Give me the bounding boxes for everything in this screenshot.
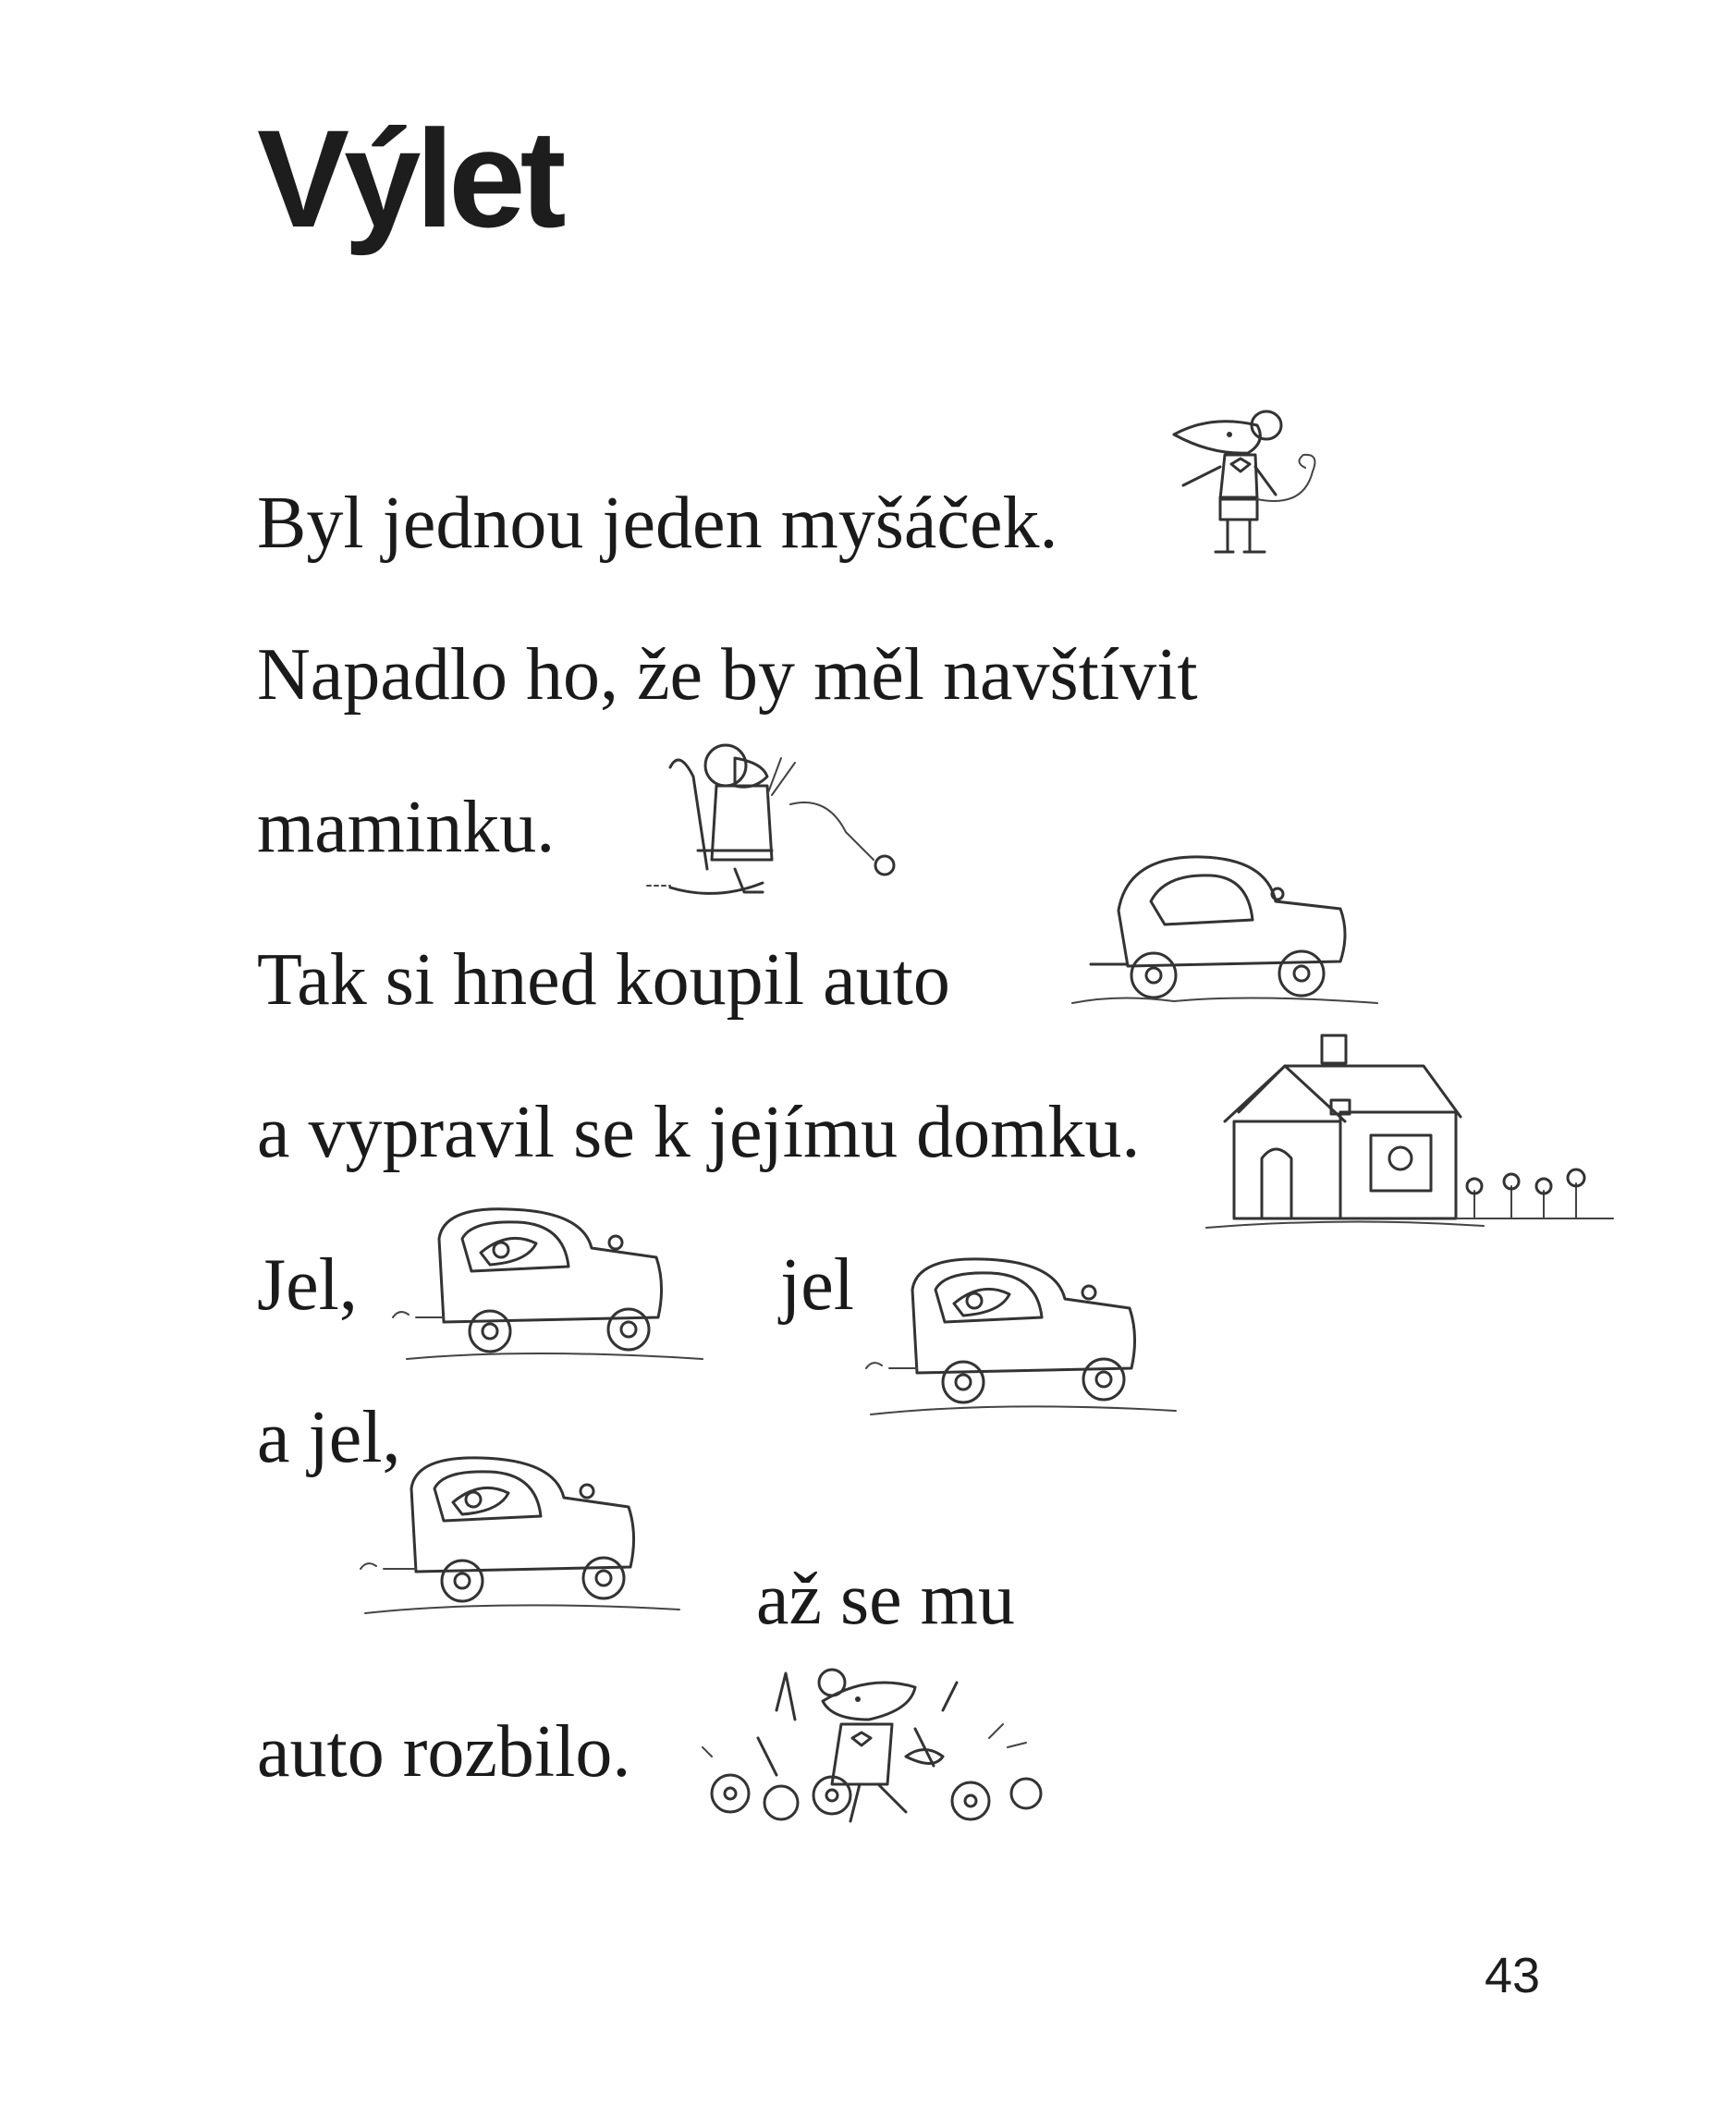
mother-mouse-rocking-chair-icon xyxy=(642,740,911,906)
mouse-driving-car-icon xyxy=(356,1447,689,1622)
text-line: až se mu xyxy=(756,1559,1015,1640)
text-line: Jel, xyxy=(257,1244,358,1326)
text-line: maminku. xyxy=(257,787,556,868)
text-line: a jel, xyxy=(257,1397,401,1478)
text-line: Napadlo ho, že by měl navštívit xyxy=(257,634,1198,716)
house-with-flowers-icon xyxy=(1206,1034,1618,1239)
crashed-car-mouse-icon xyxy=(693,1655,1072,1840)
text-line: Tak si hned koupil auto xyxy=(257,939,950,1021)
mouse-standing-icon xyxy=(1155,398,1340,573)
text-line: a vypravil se k jejímu domku. xyxy=(257,1092,1141,1173)
mouse-driving-car-icon xyxy=(862,1248,1185,1424)
text-line: auto rozbilo. xyxy=(257,1711,631,1793)
mouse-driving-car-icon xyxy=(388,1202,712,1368)
page-number: 43 xyxy=(1485,1948,1541,2003)
text-line: Byl jednou jeden myšáček. xyxy=(257,483,1058,564)
text-line: jel xyxy=(780,1244,854,1326)
page-title: Výlet xyxy=(257,101,561,256)
empty-car-icon xyxy=(1063,846,1396,1012)
